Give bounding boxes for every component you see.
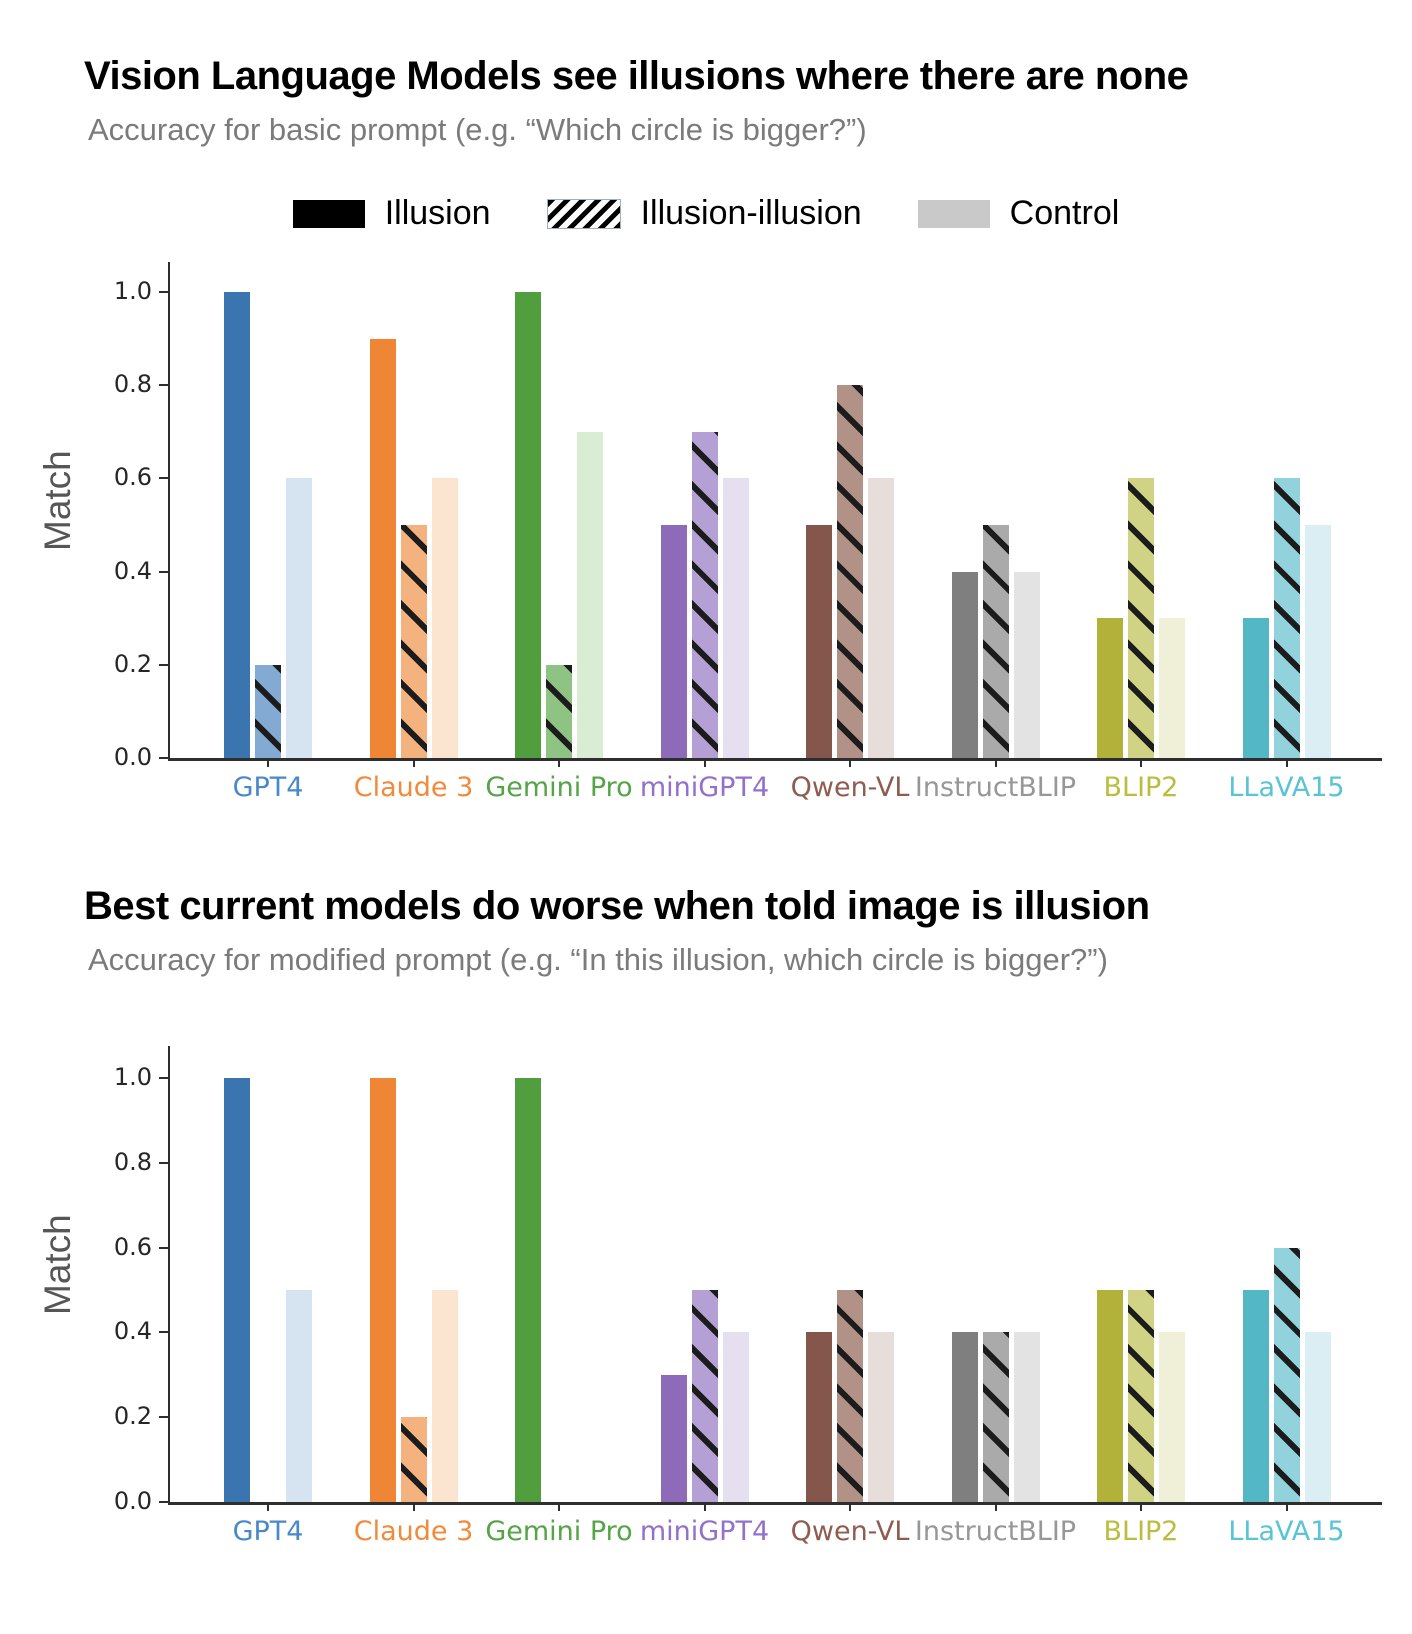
bar-minigpt4-illusion (661, 525, 687, 758)
x-tick (704, 758, 706, 767)
y-tick-label: 0.4 (113, 556, 152, 585)
bar-llava15-illusion (1243, 1290, 1269, 1502)
bar-minigpt4-illusion-illusion (692, 432, 718, 758)
y-tick-label: 0.4 (113, 1317, 152, 1346)
y-tick-label: 1.0 (113, 1063, 152, 1091)
bar-gpt4-illusion (224, 1078, 250, 1502)
bar-gemini-pro-illusion (515, 1078, 541, 1502)
y-tick (159, 757, 168, 759)
bar-qwen-vl-illusion (806, 525, 832, 758)
y-tick (159, 1077, 168, 1079)
x-tick (1286, 1502, 1288, 1511)
bar-blip2-illusion-illusion (1128, 478, 1154, 758)
bar-qwen-vl-illusion-illusion (837, 1290, 863, 1502)
bar-llava15-control (1305, 525, 1331, 758)
x-tick (267, 758, 269, 767)
bar-claude-3-illusion-illusion (401, 1417, 427, 1502)
legend (0, 194, 1412, 233)
bar-claude-3-control (432, 1290, 458, 1502)
y-tick (159, 477, 168, 479)
x-label-llava15: LLaVA15 (1228, 772, 1345, 803)
x-label-gpt4: GPT4 (232, 1516, 304, 1547)
bar-instructblip-illusion-illusion (983, 1332, 1009, 1502)
bar-gpt4-illusion-illusion (255, 665, 281, 758)
x-tick (413, 1502, 415, 1511)
bar-blip2-illusion (1097, 618, 1123, 758)
chart1-title: Vision Language Models see illusions where there are none (84, 54, 1189, 98)
bar-instructblip-illusion-illusion (983, 525, 1009, 758)
y-tick-label: 0.8 (113, 370, 152, 399)
bar-qwen-vl-illusion-illusion (837, 385, 863, 758)
y-tick (159, 291, 168, 293)
legend-item-illusion-illusion (547, 194, 862, 233)
bar-instructblip-control (1014, 572, 1040, 758)
bar-claude-3-illusion (370, 339, 396, 758)
y-tick-label: 0.2 (113, 649, 152, 678)
bar-instructblip-illusion (952, 572, 978, 758)
x-tick (558, 758, 560, 767)
x-label-blip2: BLIP2 (1103, 772, 1179, 803)
bar-blip2-control (1159, 618, 1185, 758)
x-tick (849, 758, 851, 767)
x-label-claude-3: Claude 3 (353, 1516, 474, 1547)
bar-llava15-illusion (1243, 618, 1269, 758)
x-label-minigpt4: miniGPT4 (639, 1516, 770, 1547)
bar-gemini-pro-illusion (515, 292, 541, 758)
legend-swatch-illusion (293, 200, 365, 228)
y-axis-spine (168, 262, 170, 760)
bar-gemini-pro-illusion-illusion (546, 665, 572, 758)
y-tick (159, 664, 168, 666)
bar-llava15-control (1305, 1332, 1331, 1502)
legend-label-illusion-illusion: Illusion-illusion (640, 194, 862, 232)
bar-gpt4-control (286, 478, 312, 758)
bar-minigpt4-control (723, 1332, 749, 1502)
bar-claude-3-illusion (370, 1078, 396, 1502)
bar-instructblip-control (1014, 1332, 1040, 1502)
x-tick (413, 758, 415, 767)
x-tick (849, 1502, 851, 1511)
y-tick-label: 0.0 (113, 743, 152, 771)
chart2-title: Best current models do worse when told image is illusion (84, 884, 1150, 928)
x-label-qwen-vl: Qwen-VL (790, 1516, 910, 1547)
x-label-gemini-pro: Gemini Pro (485, 1516, 633, 1547)
x-label-claude-3: Claude 3 (353, 772, 474, 803)
bar-blip2-illusion (1097, 1290, 1123, 1502)
bar-gemini-pro-control (577, 432, 603, 758)
y-tick (159, 1416, 168, 1418)
bar-qwen-vl-control (868, 478, 894, 758)
bar-blip2-illusion-illusion (1128, 1290, 1154, 1502)
legend-label-control: Control (1009, 194, 1120, 232)
bar-gpt4-illusion (224, 292, 250, 758)
bar-llava15-illusion-illusion (1274, 478, 1300, 758)
x-tick (1140, 758, 1142, 767)
y-tick (159, 1162, 168, 1164)
bar-minigpt4-control (723, 478, 749, 758)
x-label-blip2: BLIP2 (1103, 1516, 1179, 1547)
legend-item-control (918, 194, 1120, 233)
y-tick (159, 1501, 168, 1503)
x-label-qwen-vl: Qwen-VL (790, 772, 910, 803)
x-tick (704, 1502, 706, 1511)
y-tick-label: 0.6 (113, 1232, 152, 1261)
legend-label-illusion: Illusion (384, 194, 491, 232)
x-tick (1286, 758, 1288, 767)
legend-swatch-control (918, 200, 990, 228)
chart2-ylabel: Match (37, 1214, 78, 1315)
x-tick (558, 1502, 560, 1511)
legend-item-illusion (293, 194, 491, 233)
y-tick (159, 571, 168, 573)
y-tick-label: 0.2 (113, 1402, 152, 1431)
x-tick (995, 758, 997, 767)
y-tick (159, 1331, 168, 1333)
y-axis-spine (168, 1046, 170, 1504)
x-tick (267, 1502, 269, 1511)
x-label-minigpt4: miniGPT4 (639, 772, 770, 803)
bar-minigpt4-illusion-illusion (692, 1290, 718, 1502)
bar-claude-3-illusion-illusion (401, 525, 427, 758)
y-tick-label: 0.0 (113, 1487, 152, 1515)
x-axis-spine (168, 758, 1382, 761)
bar-claude-3-control (432, 478, 458, 758)
chart2-subtitle: Accuracy for modified prompt (e.g. “In this illusion, which circle is bigger?”) (88, 942, 1108, 977)
x-label-instructblip: InstructBLIP (914, 772, 1077, 803)
bar-gpt4-control (286, 1290, 312, 1502)
y-tick-label: 0.6 (113, 463, 152, 492)
y-tick-label: 1.0 (113, 277, 152, 305)
y-tick (159, 384, 168, 386)
chart1-ylabel: Match (37, 450, 78, 551)
bar-instructblip-illusion (952, 1332, 978, 1502)
x-label-instructblip: InstructBLIP (914, 1516, 1077, 1547)
legend-swatch-illusion-illusion (547, 199, 621, 229)
x-tick (1140, 1502, 1142, 1511)
bar-llava15-illusion-illusion (1274, 1248, 1300, 1502)
x-tick (995, 1502, 997, 1511)
y-tick-label: 0.8 (113, 1147, 152, 1176)
x-label-gemini-pro: Gemini Pro (485, 772, 633, 803)
x-label-llava15: LLaVA15 (1228, 1516, 1345, 1547)
bar-blip2-control (1159, 1332, 1185, 1502)
y-tick (159, 1247, 168, 1249)
x-axis-spine (168, 1502, 1382, 1505)
bar-qwen-vl-control (868, 1332, 894, 1502)
bar-qwen-vl-illusion (806, 1332, 832, 1502)
chart1-subtitle: Accuracy for basic prompt (e.g. “Which circle is bigger?”) (88, 112, 867, 147)
x-label-gpt4: GPT4 (232, 772, 304, 803)
bar-minigpt4-illusion (661, 1375, 687, 1502)
